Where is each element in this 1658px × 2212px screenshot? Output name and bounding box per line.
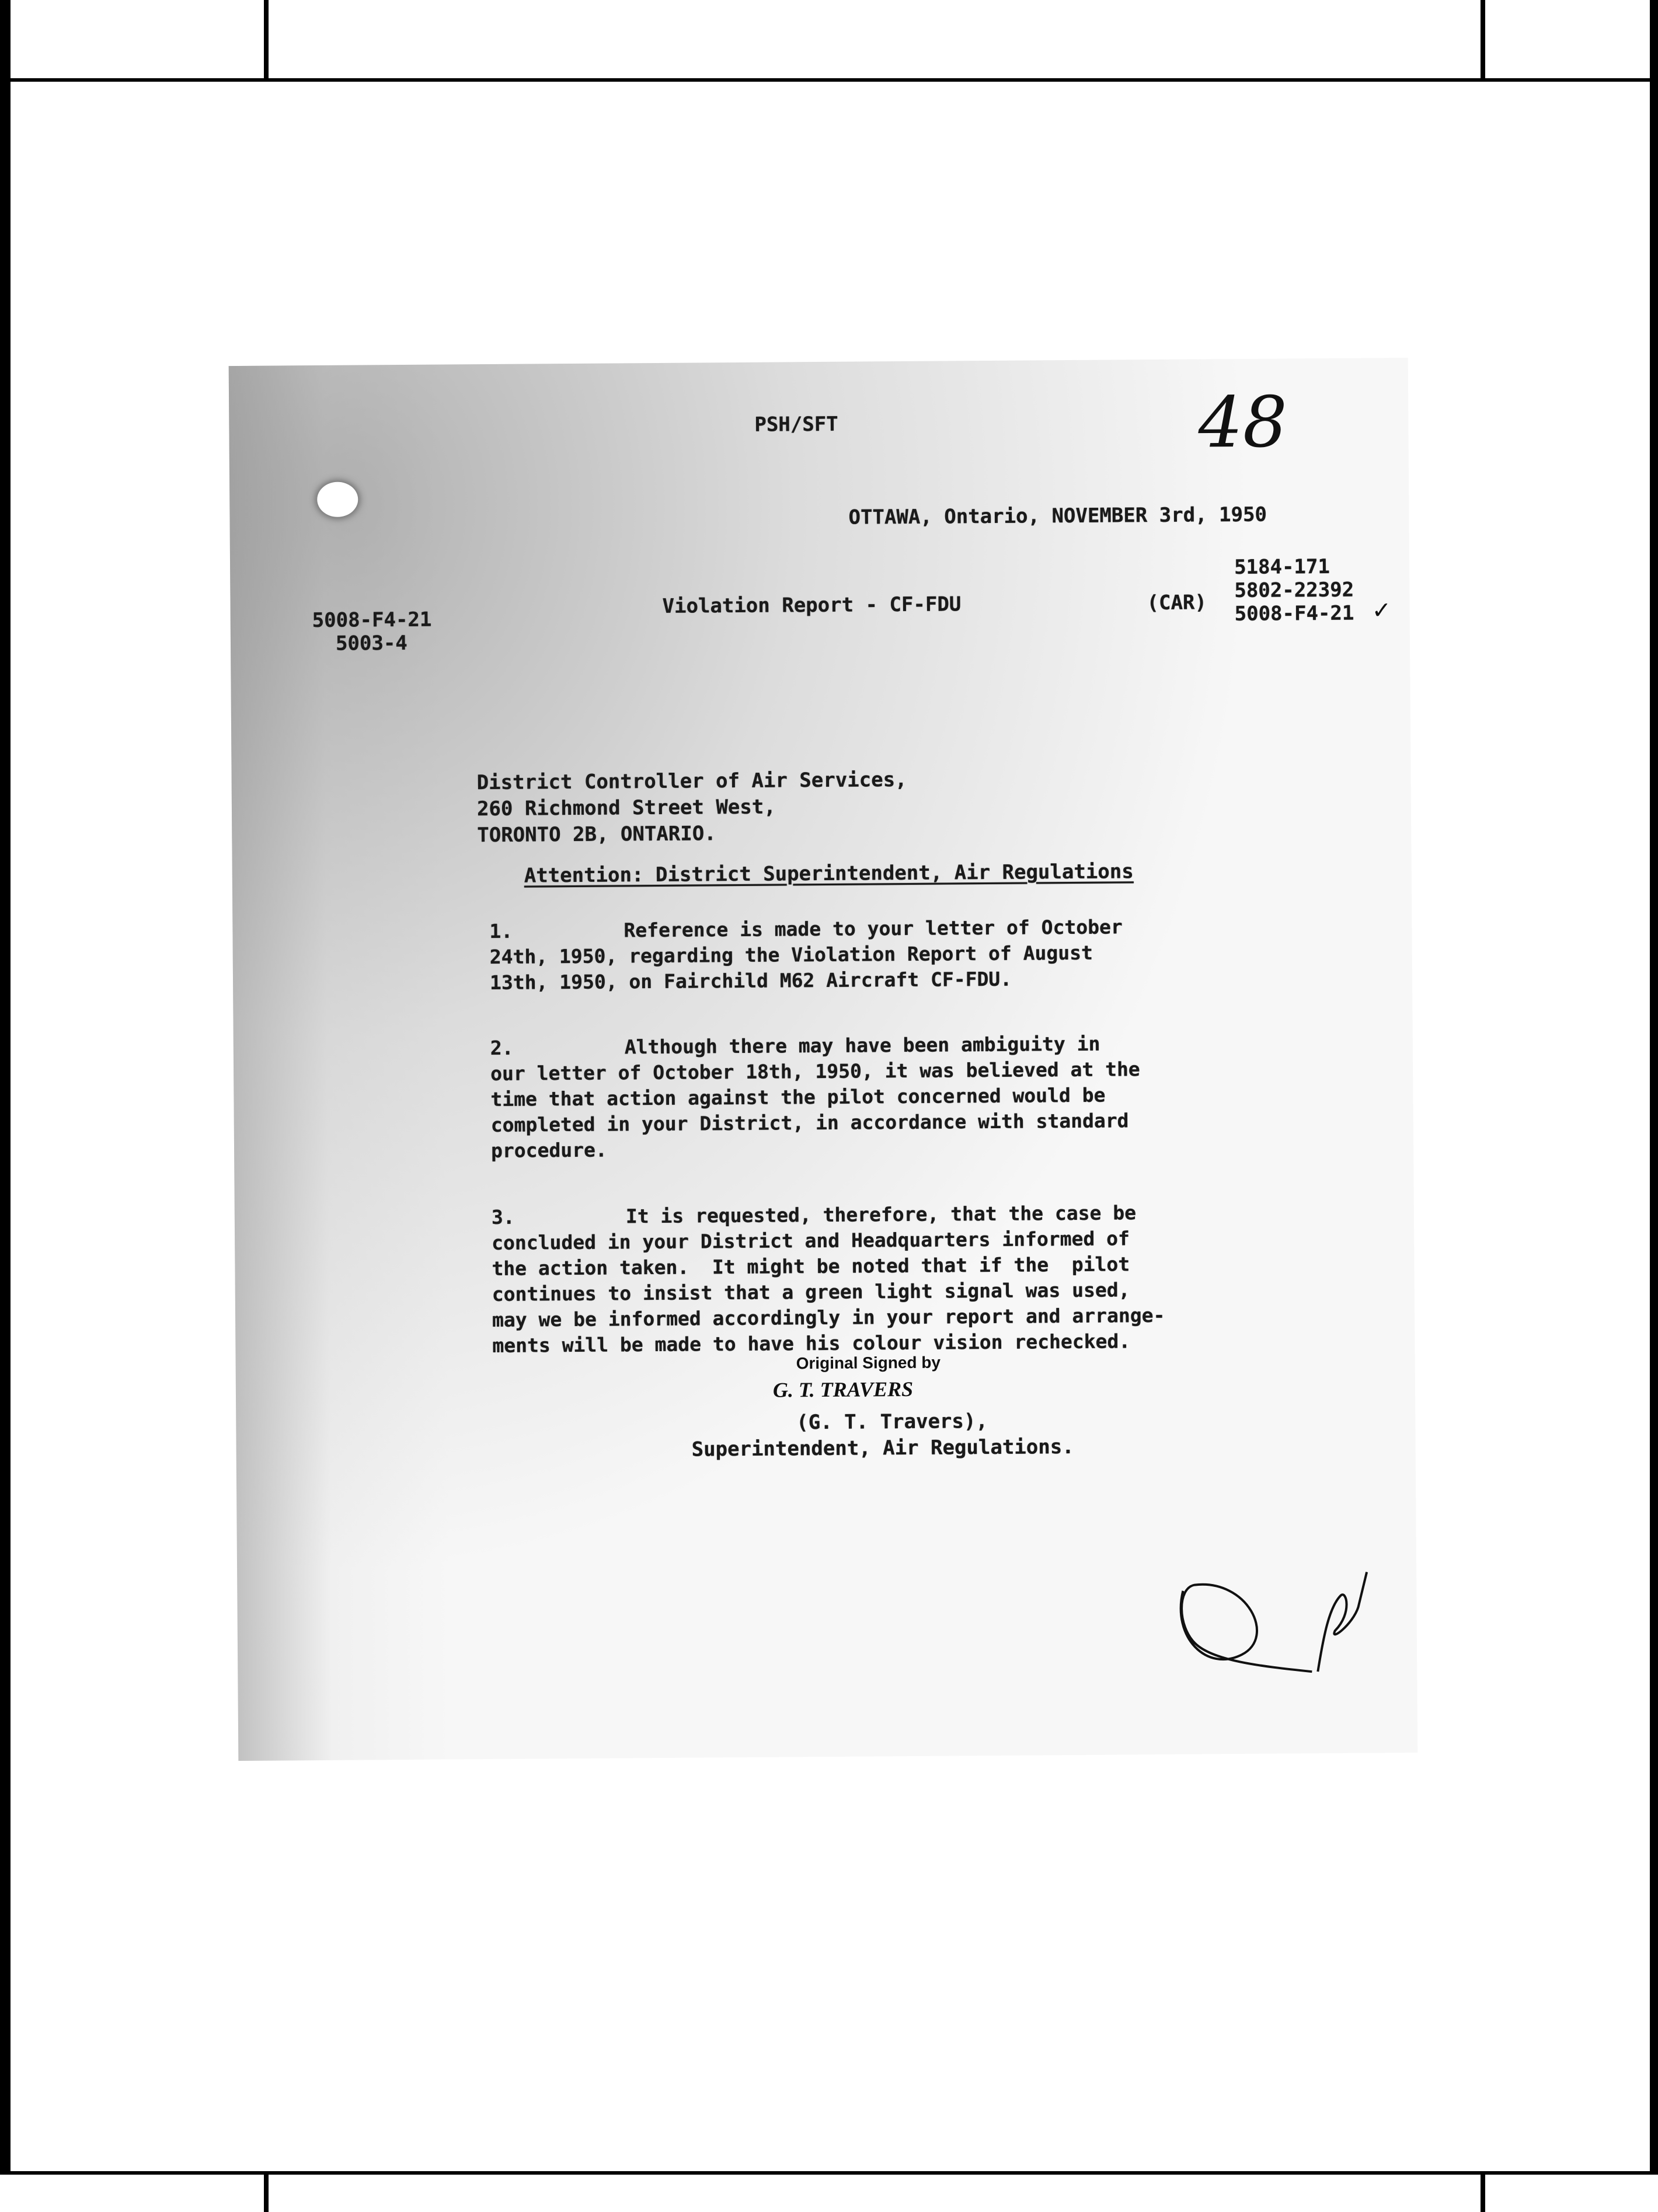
paragraph-3	[492, 1200, 1165, 1359]
paragraph-1	[489, 914, 1123, 996]
signatory-name: (G. T. Travers),	[796, 1409, 988, 1435]
paragraph-line: continues to insist that a green light signal was used,	[492, 1278, 1130, 1306]
film-strip-bottom	[0, 2171, 1658, 2208]
paragraph-line: time that action against the pilot concerned would be	[490, 1083, 1106, 1111]
paragraph-number: 2.	[490, 1036, 514, 1059]
punch-hole	[317, 482, 358, 517]
film-edge-left	[0, 82, 11, 2171]
place-date: OTTAWA, Ontario, NOVEMBER 3rd, 1950	[848, 503, 1267, 529]
paragraph-line: ments will be made to have his colour vision rechecked.	[492, 1330, 1131, 1357]
paragraph-line: It is requested, therefore, that the case be	[625, 1201, 1137, 1228]
signature-stamp-line-2: G. T. TRAVERS	[772, 1377, 914, 1402]
attention-line: Attention: District Superintendent, Air Regulations	[524, 860, 1134, 888]
signatory-title: Superintendent, Air Regulations.	[691, 1435, 1074, 1461]
left-ref-2: 5003-4	[335, 631, 407, 655]
check-mark: ✓	[1371, 597, 1392, 624]
letter-sheet	[229, 358, 1418, 1761]
paragraph-line: procedure.	[490, 1138, 607, 1162]
paragraph-number: 1.	[489, 919, 513, 943]
addressee-line-1: District Controller of Air Services,	[476, 767, 907, 795]
subject-line: Violation Report - CF-FDU	[662, 592, 962, 618]
paragraph-line: may we be informed accordingly in your report and arrange-	[492, 1303, 1165, 1331]
film-edge-right	[1650, 82, 1658, 2171]
paragraph-line: 24th, 1950, regarding the Violation Report of August	[489, 941, 1093, 968]
addressee-line-2: 260 Richmond Street West,	[476, 795, 776, 821]
car-label: (CAR)	[1147, 591, 1207, 615]
paragraph-line: Although there may have been ambiguity in	[624, 1032, 1100, 1059]
addressee-line-3: TORONTO 2B, ONTARIO.	[477, 822, 716, 847]
paragraph-2	[490, 1031, 1141, 1164]
paragraph-line: concluded in your District and Headquarters informed of	[492, 1227, 1130, 1254]
paragraph-line: 13th, 1950, on Fairchild M62 Aircraft CF-FDU.	[489, 967, 1012, 994]
handwritten-page-number: 48	[1197, 382, 1288, 464]
handwritten-initials-icon	[1159, 1554, 1371, 1696]
paragraph-line: our letter of October 18th, 1950, it was believed at the	[490, 1058, 1140, 1085]
right-ref-2: 5802-22392	[1234, 578, 1354, 603]
file-reference: PSH/SFT	[754, 412, 838, 437]
signature-stamp-line-1: Original Signed by	[796, 1353, 941, 1373]
right-ref-3: 5008-F4-21	[1234, 601, 1354, 626]
paragraph-number: 3.	[491, 1205, 515, 1229]
film-strip-top	[0, 0, 1658, 82]
paragraph-line: Reference is made to your letter of October	[624, 915, 1123, 942]
left-ref-1: 5008-F4-21	[312, 608, 432, 633]
paragraph-line: completed in your District, in accordance with standard	[490, 1109, 1129, 1136]
paragraph-line: the action taken. It might be noted that if the pilot	[492, 1252, 1130, 1280]
right-ref-1: 5184-171	[1234, 554, 1330, 580]
